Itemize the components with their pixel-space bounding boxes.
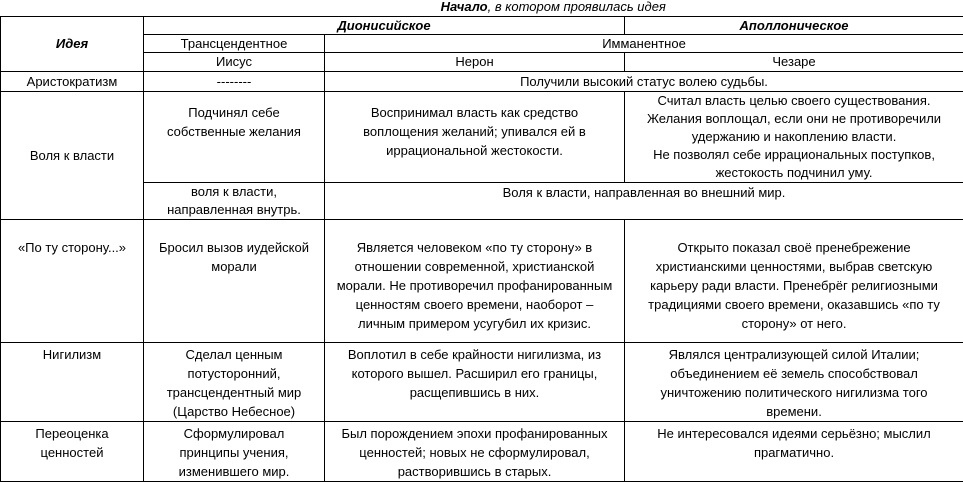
principle-header: Начало, в котором проявилась идея [144,0,963,16]
will-nero: Воспринимал власть как средство воплощения желаний; упивался ей в иррациональной жестокости. [325,91,625,182]
will-jesus-2: воля к власти, направленная внутрь. [144,182,325,219]
transcendent-header: Трансцендентное [144,34,325,52]
apollonian-header: Аполлоническое [625,16,963,34]
nihilism-nero: Воплотил в себе крайности нигилизма, из которого вышел. Расширил его границы, расщепившись в них. [325,342,625,421]
row-label-revaluation: Переоценка ценностей [1,421,144,481]
nihilism-jesus: Сделал ценным потусторонний, трансцендентный мир (Царство Небесное) [144,342,325,421]
row-label-beyond: «По ту сторону...» [1,219,144,342]
dionysian-header: Дионисийское [144,16,625,34]
idea-header: Идея [1,16,144,71]
revaluation-cesare: Не интересовался идеями серьёзно; мыслил прагматично. [625,421,963,481]
cesare-header: Чезаре [625,52,963,71]
will-cesare: Считал власть целью своего существования. Желания воплощал, если они не противоречили удержанию и накоплению власти. Не позволял себе иррациональных поступков, жестокость подчинил уму. [625,91,963,182]
nihilism-cesare: Являлся централизующей силой Италии; объединением её земель способствовал уничтожению политического нигилизма того времени. [625,342,963,421]
will-jesus: Подчинял себе собственные желания [144,91,325,182]
revaluation-nero: Был порождением эпохи профанированных ценностей; новых не сформулировал, растворившись в старых. [325,421,625,481]
will-shared: Воля к власти, направленная во внешний мир. [325,182,963,219]
immanent-header: Имманентное [325,34,963,52]
row-label-nihilism: Нигилизм [1,342,144,421]
row-label-will: Воля к власти [1,91,144,219]
row-label-aristocratism: Аристократизм [1,71,144,91]
jesus-header: Иисус [144,52,325,71]
beyond-jesus: Бросил вызов иудейской морали [144,219,325,342]
revaluation-jesus: Сформулировал принципы учения, изменившего мир. [144,421,325,481]
aristocratism-shared: Получили высокий статус волею судьбы. [325,71,963,91]
beyond-nero: Является человеком «по ту сторону» в отношении современной, христианской морали. Не противоречил профанированным ценностям своего времени, наоборот – личным примером усугубил их кризис. [325,219,625,342]
aristocratism-jesus: -------- [144,71,325,91]
nero-header: Нерон [325,52,625,71]
header-corner [1,0,144,16]
beyond-cesare: Открыто показал своё пренебрежение христианскими ценностями, выбрав светскую карьеру ради власти. Пренебрёг религиозными традициями своего времени, оказавшись «по ту сторону» от него. [625,219,963,342]
